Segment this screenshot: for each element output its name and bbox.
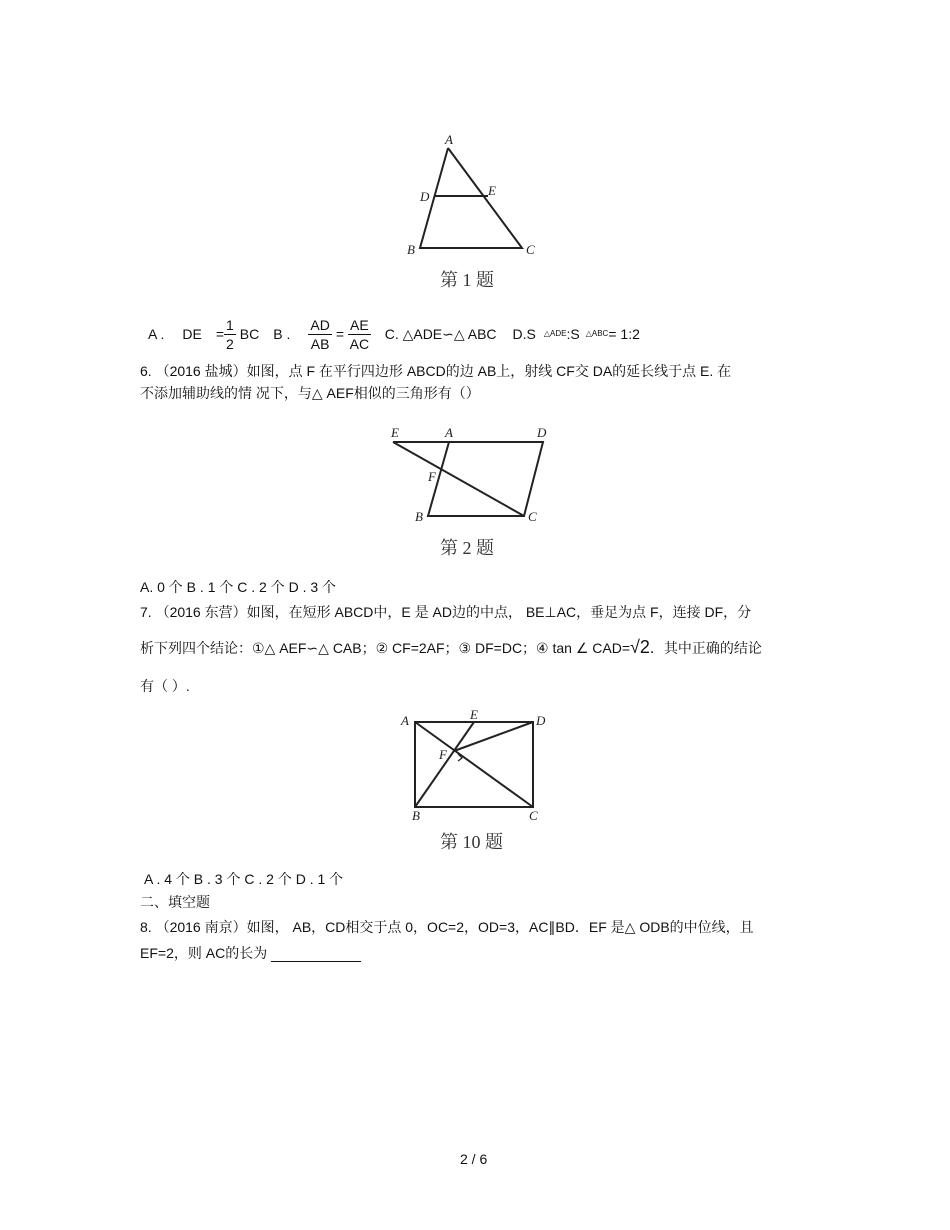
q7-line-2-tail: ．其中正确的结论 [649, 640, 762, 656]
q7-line-1: 7. （2016 东营）如图，在短形 ABCD中，E 是 AD边的中点， BE⊥AC，垂足为点 F，连接 DF，分 [140, 604, 752, 620]
option-a-rhs: BC [239, 326, 260, 342]
label-A: A [445, 132, 453, 147]
option-b-eq: = [335, 326, 345, 342]
option-d-mid: :S [566, 326, 580, 342]
label-D: D [536, 713, 546, 728]
label-E: E [470, 707, 478, 722]
option-d-sub2: △ABC [585, 329, 609, 338]
label-A: A [401, 713, 409, 728]
label-E: E [391, 425, 399, 440]
fraction-numerator: AE [350, 316, 369, 333]
option-a-fraction [224, 316, 236, 353]
figure-1 [400, 130, 540, 260]
label-D: D [420, 189, 430, 204]
q8-line-2 [140, 944, 361, 962]
q5-options [148, 312, 640, 356]
q6-options: A. 0 个 B . 1 个 C . 2 个 D . 3 个 [140, 579, 337, 595]
q7-line-2-text: 析下列四个结论：①△ AEF∽△ CAB；② CF=2AF；③ DF=DC；④ tan ∠ CAD= [140, 640, 631, 656]
option-a-eq: = [215, 326, 224, 342]
option-c: C. △ADE∽△ ABC [384, 326, 497, 342]
q6-line-1: 6. （2016 盐城）如图，点 F 在平行四边形 ABCD的边 AB上，射线 CF交 DA的延长线于点 E. 在 [140, 363, 732, 379]
fraction-denominator: 2 [226, 335, 234, 352]
fraction-denominator: AB [310, 335, 330, 352]
q6-line-2: 不添加辅助线的情 况下，与△ AEF相似的三角形有（） [140, 385, 480, 401]
label-B: B [407, 242, 415, 257]
figure-1-caption: 第 1 题 [440, 270, 494, 290]
option-b-fraction-2 [348, 316, 371, 353]
q7-line-2 [140, 638, 762, 657]
q8-line-2-text: EF=2，则 AC的长为 [140, 945, 268, 961]
option-a-label: A . [148, 326, 165, 342]
option-b-fraction-1 [308, 316, 331, 353]
label-A: A [445, 425, 453, 440]
fraction-numerator: 1 [226, 316, 234, 333]
section-title: 二、填空题 [140, 894, 210, 910]
option-d-tail: = 1:2 [608, 326, 640, 342]
label-F: F [439, 747, 447, 762]
rectangle-diagram [395, 707, 555, 823]
label-B: B [412, 808, 420, 823]
parallelogram-diagram [385, 423, 555, 533]
label-C: C [528, 509, 537, 524]
label-B: B [415, 509, 423, 524]
q8-line-1: 8. （2016 南京）如图， AB，CD相交于点 0，OC=2，OD=3，AC∥BD．EF 是△ ODB的中位线，且 [140, 919, 754, 935]
figure-3 [395, 707, 555, 823]
label-E: E [488, 183, 496, 198]
page-number: 2 / 6 [460, 1151, 488, 1167]
q7-line-3: 有（ ）. [140, 678, 190, 694]
label-F: F [428, 469, 436, 484]
triangle-diagram [400, 130, 540, 260]
option-d-sub1: △ADE [543, 329, 567, 338]
option-d-label: D.S [512, 326, 536, 342]
option-a-lhs: DE [182, 326, 202, 342]
figure-2-caption: 第 2 题 [440, 538, 494, 558]
fraction-denominator: AC [349, 335, 370, 352]
label-D: D [537, 425, 547, 440]
q7-options: A . 4 个 B . 3 个 C . 2 个 D . 1 个 [144, 871, 344, 887]
figure-3-caption: 第 10 题 [440, 832, 503, 852]
label-C: C [526, 242, 535, 257]
fraction-numerator: AD [310, 316, 330, 333]
option-b-label: B . [273, 326, 291, 342]
figure-2 [385, 423, 555, 533]
answer-blank [271, 947, 361, 962]
label-C: C [529, 808, 538, 823]
sqrt-two: √2 [630, 637, 650, 657]
